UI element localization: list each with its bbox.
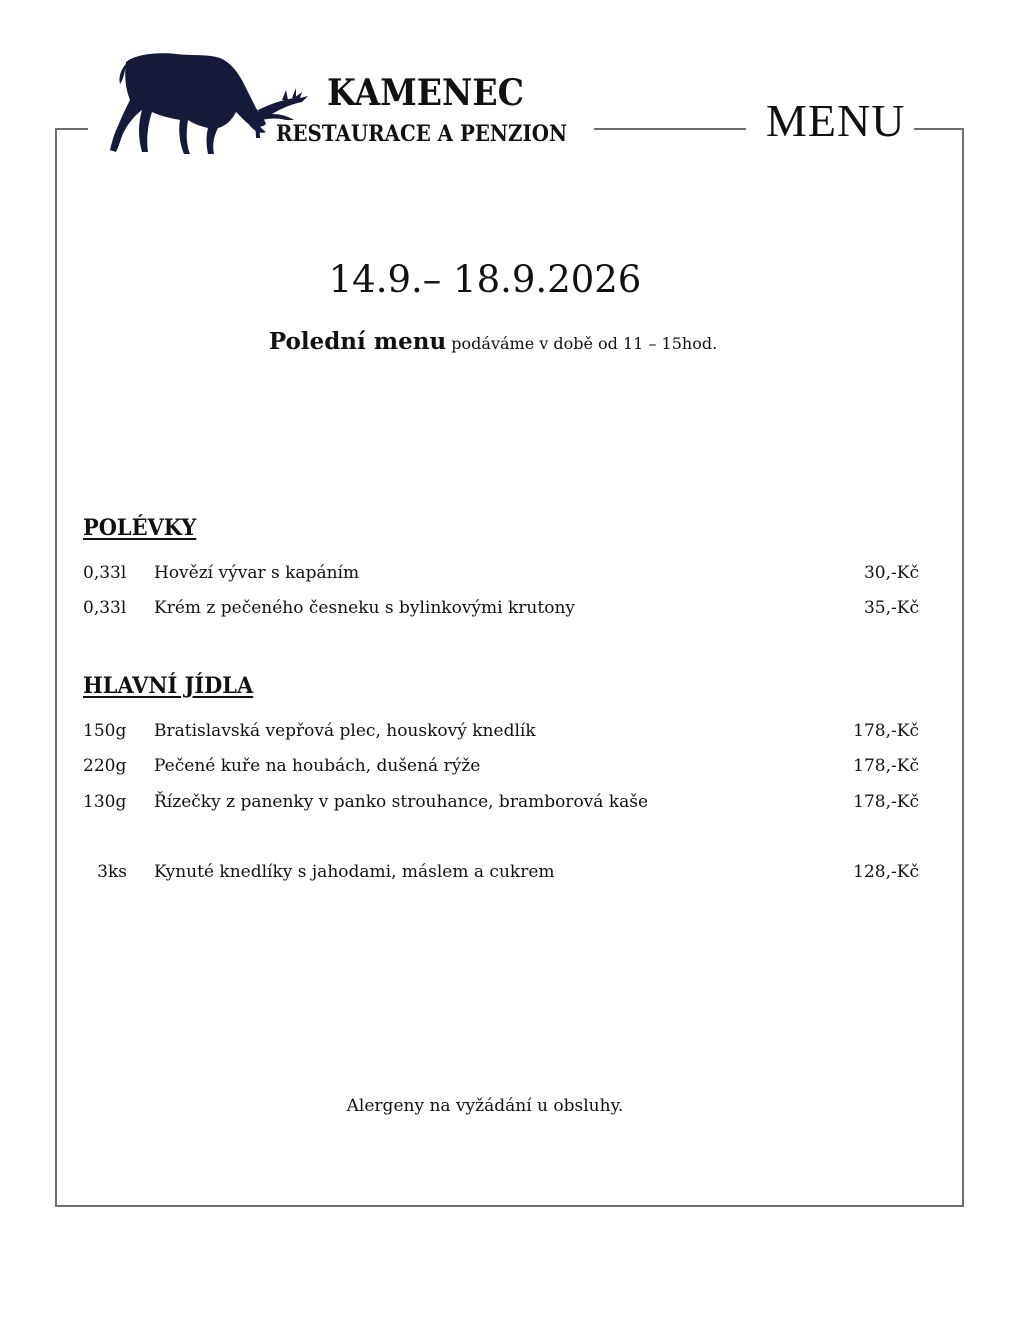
frame-top-line-middle <box>594 128 746 130</box>
serving-lead: Polední menu <box>268 328 447 355</box>
allergens-note: Alergeny na vyžádání u obsluhy. <box>346 1096 624 1116</box>
item-name: Hovězí vývar s kapáním <box>154 563 360 583</box>
item-quantity: 130g <box>83 792 127 812</box>
date-range: 14.9.– 18.9.2026 <box>328 258 642 301</box>
frame-top-line-left <box>55 128 88 130</box>
item-name: Kynuté knedlíky s jahodami, máslem a cukrem <box>154 862 555 882</box>
list-item <box>83 756 919 780</box>
item-price: 178,-Kč <box>853 756 919 776</box>
list-item <box>83 563 919 587</box>
menu-heading: MENU <box>766 95 906 146</box>
list-item <box>83 598 919 622</box>
item-quantity: 0,33l <box>83 563 127 583</box>
item-name: Pečené kuře na houbách, dušená rýže <box>154 756 481 776</box>
item-price: 35,-Kč <box>863 598 919 618</box>
frame-top-line-right <box>914 128 964 130</box>
section-title-mains: HLAVNÍ JÍDLA <box>83 673 254 699</box>
item-quantity: 3ks <box>97 862 127 882</box>
serving-hours: podáváme v době od 11 – 15hod. <box>451 334 718 353</box>
item-quantity: 0,33l <box>83 598 127 618</box>
item-quantity: 220g <box>83 756 127 776</box>
section-title-soups: POLÉVKY <box>83 515 197 541</box>
item-name: Krém z pečeného česneku s bylinkovými krutony <box>154 598 575 618</box>
serving-info <box>0 328 986 355</box>
item-price: 128,-Kč <box>853 862 919 882</box>
item-quantity: 150g <box>83 721 127 741</box>
item-price: 30,-Kč <box>863 563 919 583</box>
list-item <box>83 721 919 745</box>
item-price: 178,-Kč <box>853 721 919 741</box>
item-name: Řízečky z panenky v panko strouhance, bramborová kaše <box>154 792 649 812</box>
item-price: 178,-Kč <box>853 792 919 812</box>
list-item <box>83 792 919 816</box>
list-item <box>83 862 919 886</box>
brand-name: KAMENEC <box>327 72 524 114</box>
item-name: Bratislavská vepřová plec, houskový knedlík <box>154 721 536 741</box>
brand-subtitle: RESTAURACE A PENZION <box>276 121 568 147</box>
